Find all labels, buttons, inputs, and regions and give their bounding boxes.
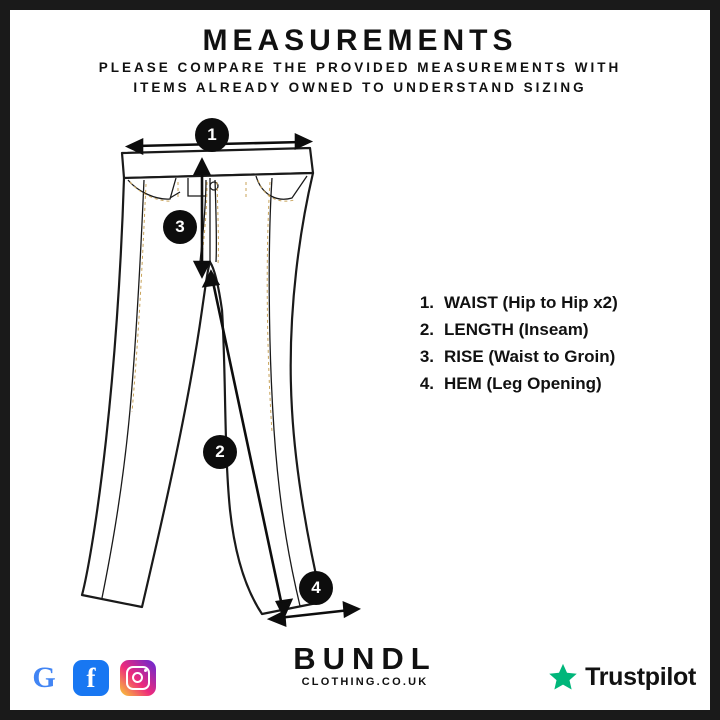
- facebook-glyph: f: [86, 662, 96, 693]
- trustpilot-label: Trustpilot: [585, 662, 696, 691]
- trustpilot-badge[interactable]: [548, 662, 696, 692]
- legend-number: 1.: [419, 293, 434, 312]
- content-area: [10, 10, 710, 710]
- facebook-icon[interactable]: [73, 660, 109, 696]
- legend-number: 2.: [419, 320, 434, 339]
- page-title: MEASUREMENTS: [202, 24, 518, 57]
- brand-block: [250, 642, 480, 688]
- callout-badge-waist: 1: [195, 118, 229, 152]
- legend-label: LENGTH (Inseam): [444, 320, 589, 339]
- legend-number: 3.: [419, 347, 434, 366]
- legend-item-rise: [408, 347, 698, 367]
- callout-badge-rise: 3: [163, 210, 197, 244]
- social-links: [26, 660, 156, 696]
- brand-domain: CLOTHING.CO.UK: [301, 676, 429, 688]
- legend-label: HEM (Leg Opening): [444, 374, 602, 393]
- google-icon[interactable]: [26, 660, 62, 696]
- subtitle-line-2: ITEMS ALREADY OWNED TO UNDERSTAND SIZING: [133, 80, 587, 95]
- legend-item-hem: [408, 374, 698, 394]
- callout-badge-length: 2: [203, 435, 237, 469]
- subtitle-line-1: PLEASE COMPARE THE PROVIDED MEASUREMENTS WITH: [98, 60, 622, 75]
- brand-name: BUNDL: [293, 641, 437, 676]
- callout-badge-hem: 4: [299, 571, 333, 605]
- legend-item-length: [408, 320, 698, 340]
- legend-item-waist: [408, 293, 698, 313]
- google-glyph: G: [32, 661, 56, 694]
- instagram-icon[interactable]: [120, 660, 156, 696]
- instagram-glyph: [126, 666, 150, 690]
- measurement-legend: [408, 293, 698, 401]
- legend-label: RISE (Waist to Groin): [444, 347, 616, 366]
- trustpilot-star-icon: [548, 662, 578, 692]
- legend-number: 4.: [419, 374, 434, 393]
- legend-label: WAIST (Hip to Hip x2): [444, 293, 618, 312]
